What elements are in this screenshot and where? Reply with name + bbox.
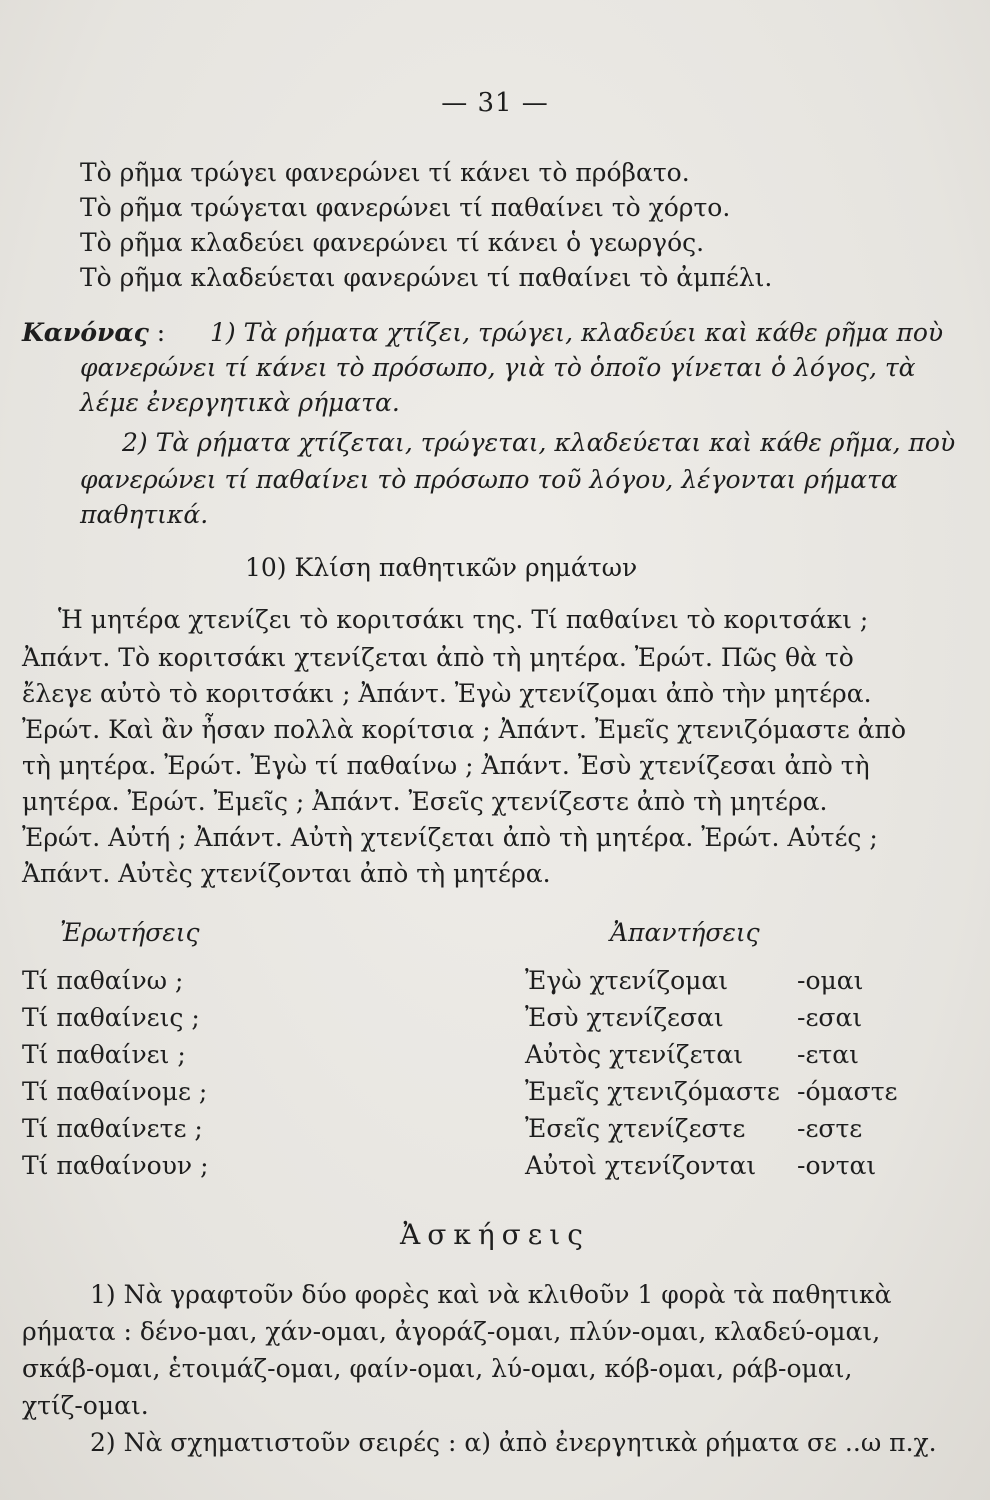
ending-cell: -εσαι — [797, 1003, 863, 1032]
rule-para2-line: φανερώνει τί παθαίνει τὸ πρόσωπο τοῦ λόγου, λέγονται ρήματα — [80, 465, 898, 494]
answer-cell: Ἐμεῖς χτενιζόμαστε — [525, 1077, 780, 1106]
dialogue-line: Ἐρώτ. Αὐτή ; Ἀπάντ. Αὐτὴ χτενίζεται ἀπὸ τὴ μητέρα. Ἐρώτ. Αὐτές ; — [22, 823, 878, 852]
dialogue-line: Ἡ μητέρα χτενίζει τὸ κοριτσάκι της. Τί παθαίνει τὸ κοριτσάκι ; — [58, 605, 869, 634]
dialogue-line: Ἐρώτ. Καὶ ἂν ἦσαν πολλὰ κορίτσια ; Ἀπάντ. Ἐμεῖς χτενιζόμαστε ἀπὸ — [22, 715, 906, 744]
rule-separator: : — [156, 318, 166, 347]
rule-para2-line: παθητικά. — [80, 500, 209, 529]
rule-label: Κανόνας — [22, 318, 149, 347]
dialogue-line: μητέρα. Ἐρώτ. Ἐμεῖς ; Ἀπάντ. Ἐσεῖς χτενίζεστε ἀπὸ τὴ μητέρα. — [22, 787, 828, 816]
rule-para1-line: λέμε ἐνεργητικὰ ρήματα. — [80, 388, 400, 417]
dialogue-line: Ἀπάντ. Αὐτὲς χτενίζονται ἀπὸ τὴ μητέρα. — [22, 859, 551, 888]
exercises-title: Ἀσκήσεις — [400, 1218, 590, 1251]
answer-cell: Ἐγὼ χτενίζομαι — [525, 966, 729, 995]
questions-header: Ἐρωτήσεις — [60, 918, 200, 947]
section-title: 10) Κλίση παθητικῶν ρημάτων — [245, 553, 638, 582]
answers-header: Ἀπαντήσεις — [610, 918, 760, 947]
intro-line: Τὸ ρῆμα κλαδεύεται φανερώνει τί παθαίνει τὸ ἀμπέλι. — [80, 263, 773, 292]
exercise-line: σκάβ-ομαι, ἑτοιμάζ-ομαι, φαίν-ομαι, λύ-ομαι, κόβ-ομαι, ράβ-ομαι, — [22, 1354, 853, 1383]
exercise-line: 2) Νὰ σχηματιστοῦν σειρές : α) ἀπὸ ἐνεργητικὰ ρήματα σε ..ω π.χ. — [90, 1428, 937, 1457]
intro-line: Τὸ ρῆμα τρώγεται φανερώνει τί παθαίνει τὸ χόρτο. — [80, 193, 731, 222]
exercise-line: χτίζ-ομαι. — [22, 1391, 149, 1420]
question-cell: Τί παθαίνετε ; — [22, 1114, 203, 1143]
ending-cell: -ονται — [797, 1151, 877, 1180]
exercise-line: ρήματα : δένο-μαι, χάν-ομαι, ἀγοράζ-ομαι, πλύν-ομαι, κλαδεύ-ομαι, — [22, 1317, 881, 1346]
dialogue-line: ἔλεγε αὐτὸ τὸ κοριτσάκι ; Ἀπάντ. Ἐγὼ χτενίζομαι ἀπὸ τὴν μητέρα. — [22, 679, 872, 708]
dialogue-line: Ἀπάντ. Τὸ κοριτσάκι χτενίζεται ἀπὸ τὴ μητέρα. Ἐρώτ. Πῶς θὰ τὸ — [22, 643, 854, 672]
intro-line: Τὸ ρῆμα τρώγει φανερώνει τί κάνει τὸ πρόβατο. — [80, 158, 690, 187]
question-cell: Τί παθαίνουν ; — [22, 1151, 209, 1180]
answer-cell: Ἐσὺ χτενίζεσαι — [525, 1003, 724, 1032]
question-cell: Τί παθαίνομε ; — [22, 1077, 208, 1106]
answer-cell: Αὐτὸς χτενίζεται — [525, 1040, 744, 1069]
page-number: — 31 — — [441, 88, 549, 118]
question-cell: Τί παθαίνεις ; — [22, 1003, 200, 1032]
question-cell: Τί παθαίνει ; — [22, 1040, 186, 1069]
intro-line: Τὸ ρῆμα κλαδεύει φανερώνει τί κάνει ὁ γεωργός. — [80, 228, 705, 257]
ending-cell: -ομαι — [797, 966, 864, 995]
ending-cell: -όμαστε — [797, 1077, 898, 1106]
answer-cell: Αὐτοὶ χτενίζονται — [525, 1151, 757, 1180]
rule-para1-line: 1) Τὰ ρήματα χτίζει, τρώγει, κλαδεύει καὶ κάθε ρῆμα ποὺ — [210, 318, 944, 347]
ending-cell: -εται — [797, 1040, 859, 1069]
answer-cell: Ἐσεῖς χτενίζεστε — [525, 1114, 746, 1143]
rule-block — [22, 318, 165, 347]
rule-para1-line: φανερώνει τί κάνει τὸ πρόσωπο, γιὰ τὸ ὁποῖο γίνεται ὁ λόγος, τὰ — [80, 353, 916, 382]
ending-cell: -εστε — [797, 1114, 863, 1143]
dialogue-line: τὴ μητέρα. Ἐρώτ. Ἐγὼ τί παθαίνω ; Ἀπάντ. Ἐσὺ χτενίζεσαι ἀπὸ τὴ — [22, 751, 870, 780]
exercise-line: 1) Νὰ γραφτοῦν δύο φορὲς καὶ νὰ κλιθοῦν 1 φορὰ τὰ παθητικὰ — [90, 1280, 892, 1309]
question-cell: Τί παθαίνω ; — [22, 966, 184, 995]
rule-para2-line: 2) Τὰ ρήματα χτίζεται, τρώγεται, κλαδεύεται καὶ κάθε ρῆμα, ποὺ — [122, 428, 956, 457]
